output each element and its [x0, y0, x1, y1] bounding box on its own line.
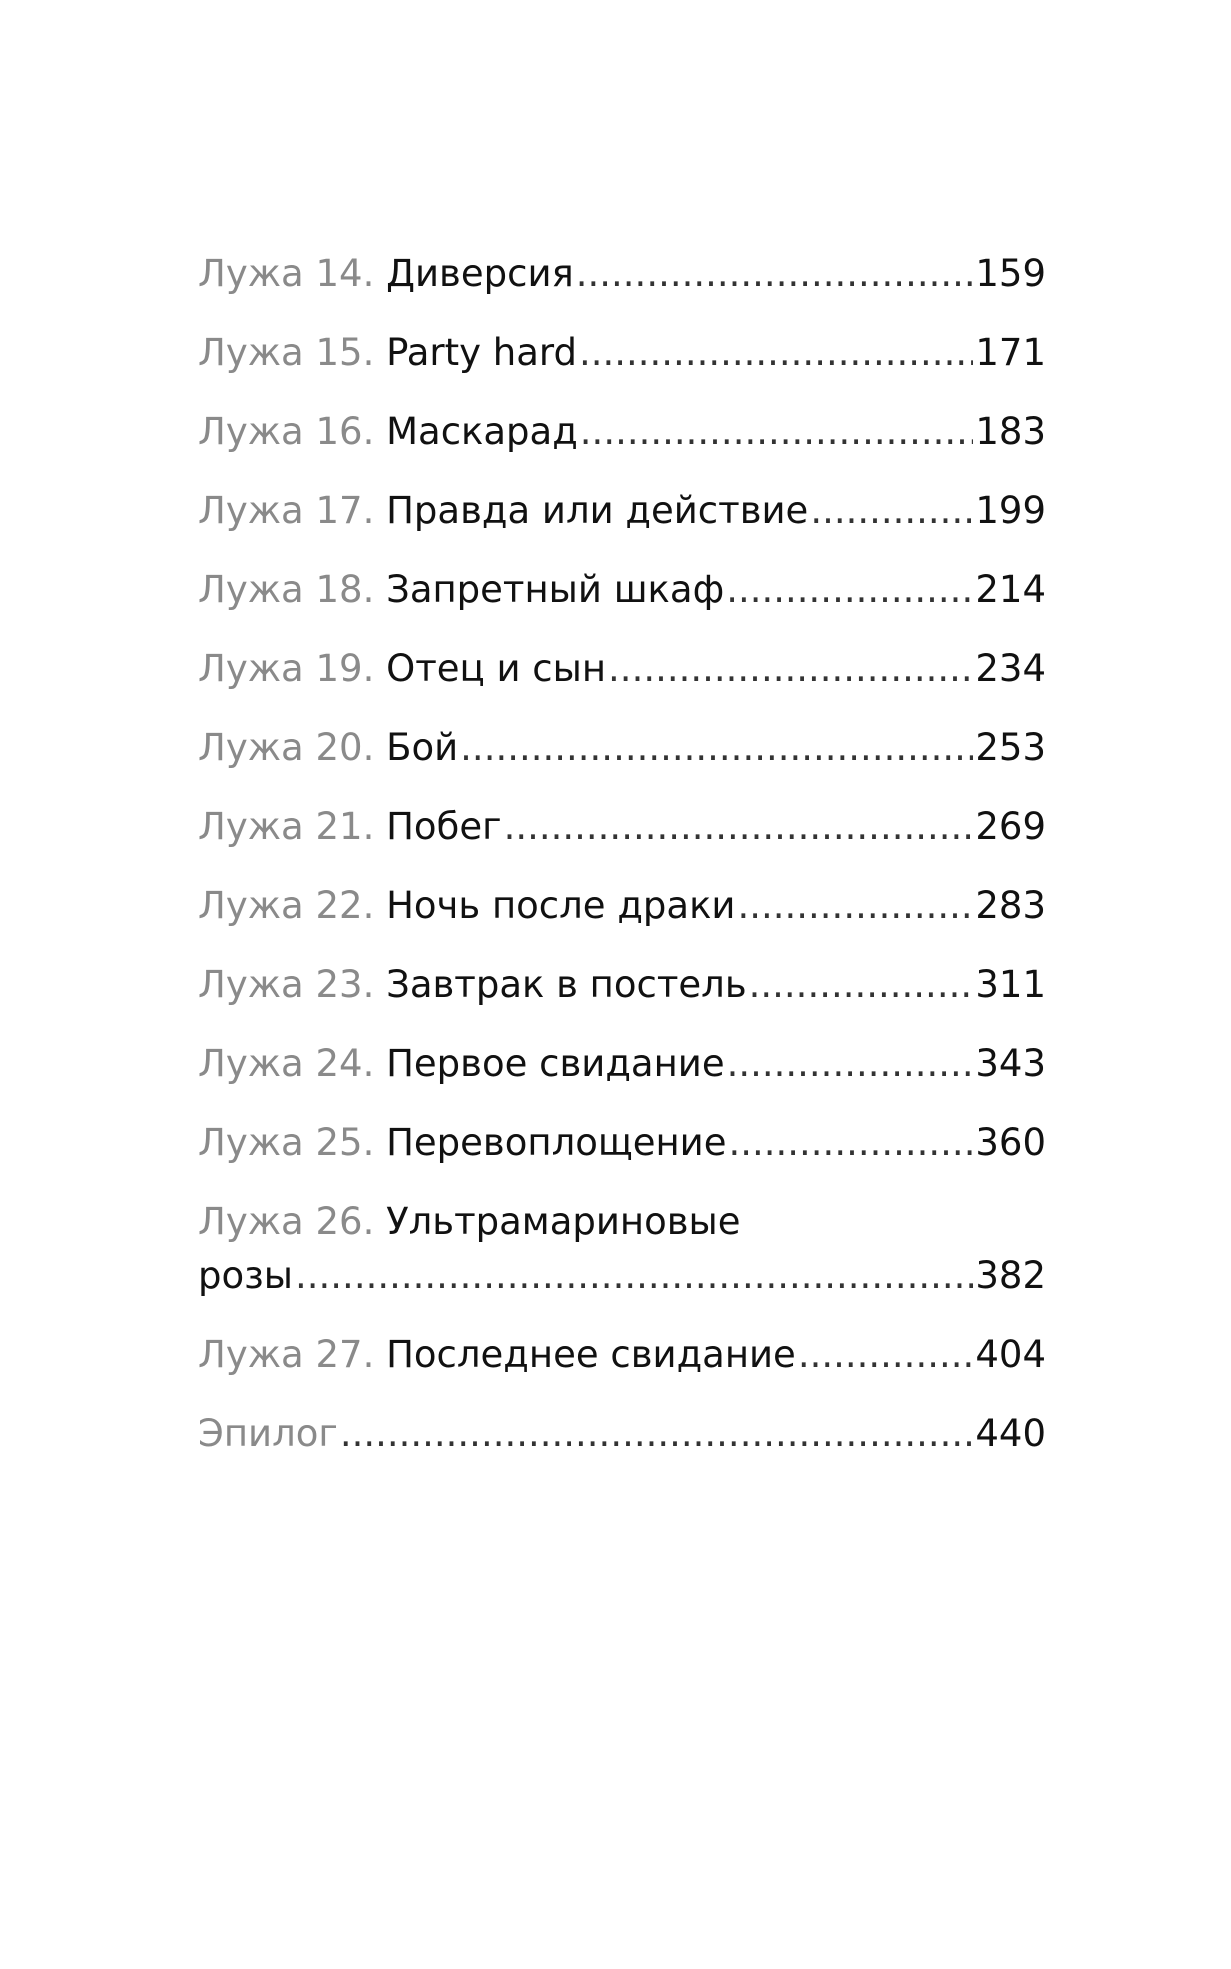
toc-entry[interactable]	[198, 726, 1046, 770]
entry-label: Лужа 22.	[198, 884, 375, 927]
dot-leader	[580, 410, 974, 454]
entry-page: 171	[975, 331, 1046, 374]
entry-page: 404	[975, 1333, 1046, 1376]
toc-entry[interactable]	[198, 1333, 1046, 1377]
dot-leader	[504, 805, 974, 849]
dot-leader	[737, 884, 973, 928]
entry-title: Завтрак в постель	[386, 963, 747, 1006]
entry-page: 159	[975, 252, 1046, 295]
dot-leader	[460, 726, 973, 770]
dot-leader	[727, 1042, 974, 1086]
entry-title: Ультрамариновые	[386, 1200, 741, 1243]
dot-leader	[576, 252, 974, 296]
entry-label: Лужа 14.	[198, 252, 375, 295]
entry-title: Отец и сын	[386, 647, 607, 690]
entry-page: 234	[975, 647, 1046, 690]
dot-leader	[340, 1412, 974, 1456]
entry-page: 183	[975, 410, 1046, 453]
entry-title: Последнее свидание	[386, 1333, 796, 1376]
entry-page: 382	[975, 1254, 1046, 1297]
entry-label: Лужа 19.	[198, 647, 375, 690]
entry-page: 440	[975, 1412, 1046, 1455]
dot-leader	[295, 1254, 973, 1298]
entry-label: Лужа 20.	[198, 726, 375, 769]
toc-entry[interactable]	[198, 331, 1046, 375]
entry-title: Маскарад	[386, 410, 578, 453]
toc-entry[interactable]	[198, 1042, 1046, 1086]
dot-leader	[728, 1121, 973, 1165]
toc-entry[interactable]	[198, 884, 1046, 928]
entry-page: 253	[975, 726, 1046, 769]
entry-label: Лужа 16.	[198, 410, 375, 453]
entry-label: Лужа 23.	[198, 963, 375, 1006]
entry-title: Первое свидание	[386, 1042, 725, 1085]
entry-label: Лужа 27.	[198, 1333, 375, 1376]
dot-leader	[726, 568, 973, 612]
dot-leader	[798, 1333, 974, 1377]
entry-label: Лужа 21.	[198, 805, 375, 848]
dot-leader	[749, 963, 974, 1007]
toc-entry[interactable]	[198, 489, 1046, 533]
entry-title-continuation: розы	[198, 1254, 294, 1297]
toc-entry[interactable]	[198, 1121, 1046, 1165]
toc-entry[interactable]	[198, 410, 1046, 454]
dot-leader	[810, 489, 973, 533]
entry-page: 343	[975, 1042, 1046, 1085]
entry-title: Ночь после драки	[386, 884, 736, 927]
entry-page: 214	[975, 568, 1046, 611]
toc-entry[interactable]	[198, 805, 1046, 849]
toc-entry[interactable]	[198, 568, 1046, 612]
entry-title: Перевоплощение	[386, 1121, 727, 1164]
toc-entry[interactable]	[198, 1200, 1046, 1298]
entry-title: Party hard	[386, 331, 577, 374]
entry-title: Побег	[386, 805, 502, 848]
toc-entry[interactable]	[198, 963, 1046, 1007]
entry-label: Эпилог	[198, 1412, 338, 1455]
entry-page: 269	[975, 805, 1046, 848]
entry-page: 283	[975, 884, 1046, 927]
entry-title: Бой	[386, 726, 459, 769]
entry-title: Диверсия	[386, 252, 574, 295]
entry-page: 311	[975, 963, 1046, 1006]
toc-entry[interactable]	[198, 647, 1046, 691]
table-of-contents	[198, 252, 1046, 1491]
entry-label: Лужа 15.	[198, 331, 375, 374]
entry-title: Запретный шкаф	[386, 568, 725, 611]
dot-leader	[608, 647, 973, 691]
entry-label: Лужа 18.	[198, 568, 375, 611]
toc-entry[interactable]	[198, 252, 1046, 296]
entry-label: Лужа 24.	[198, 1042, 375, 1085]
entry-title: Правда или действие	[386, 489, 809, 532]
toc-entry[interactable]	[198, 1412, 1046, 1456]
entry-label: Лужа 17.	[198, 489, 375, 532]
entry-label: Лужа 25.	[198, 1121, 375, 1164]
entry-page: 199	[975, 489, 1046, 532]
entry-page: 360	[975, 1121, 1046, 1164]
dot-leader	[579, 331, 973, 375]
entry-label: Лужа 26.	[198, 1200, 375, 1243]
